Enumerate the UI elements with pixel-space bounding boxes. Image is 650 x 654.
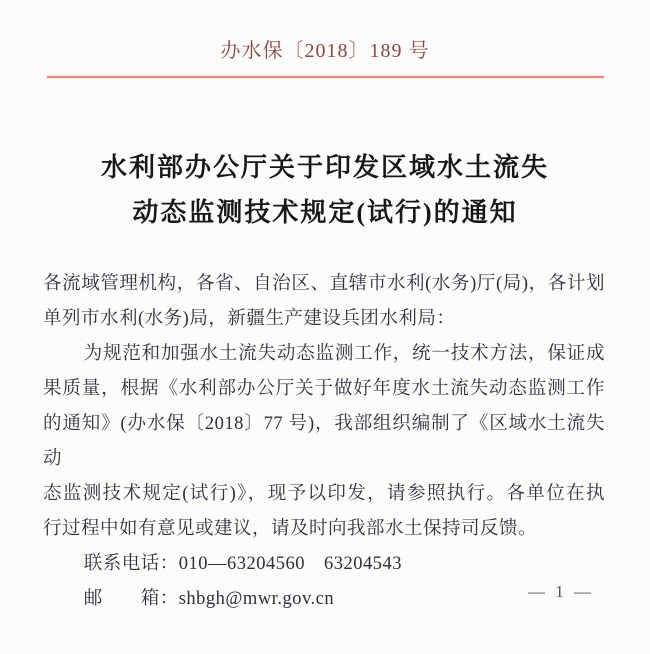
- body-line-paragraph-2: 果质量，根据《水利部办公厅关于做好年度水土流失动态监测工作: [43, 379, 605, 399]
- body-line-paragraph-1: 为规范和加强水土流失动态监测工作，统一技术方法，保证成: [83, 344, 605, 364]
- contact-phone-line: 联系电话：010—63204560 63204543: [83, 554, 402, 574]
- body-line-paragraph-4: 态监测技术规定(试行)》，现予以印发，请参照执行。各单位在执: [43, 484, 605, 504]
- document-title: [0, 145, 650, 235]
- body-line-salutation-2: 单列市水利(水务)局，新疆生产建设兵团水利局：: [43, 309, 456, 329]
- title-line-2: 动态监测技术规定(试行)的通知: [132, 198, 518, 227]
- page-number: — 1 —: [528, 582, 594, 601]
- red-divider-line: [47, 76, 604, 78]
- title-line-1: 水利部办公厅关于印发区域水土流失: [100, 153, 549, 182]
- document-body: [43, 267, 605, 617]
- contact-email-line: 邮 箱：shbgh@mwr.gov.cn: [83, 589, 335, 609]
- body-line-salutation-1: 各流域管理机构，各省、自治区、直辖市水利(水务)厅(局)，各计划: [43, 274, 605, 294]
- document-number: 办水保〔2018〕189 号: [220, 40, 430, 62]
- body-line-paragraph-5: 行过程中如有意见或建议，请及时向我部水土保持司反馈。: [43, 519, 538, 539]
- body-line-paragraph-3: 的通知》(办水保〔2018〕77 号)，我部组织编制了《区域水土流失动: [43, 414, 605, 469]
